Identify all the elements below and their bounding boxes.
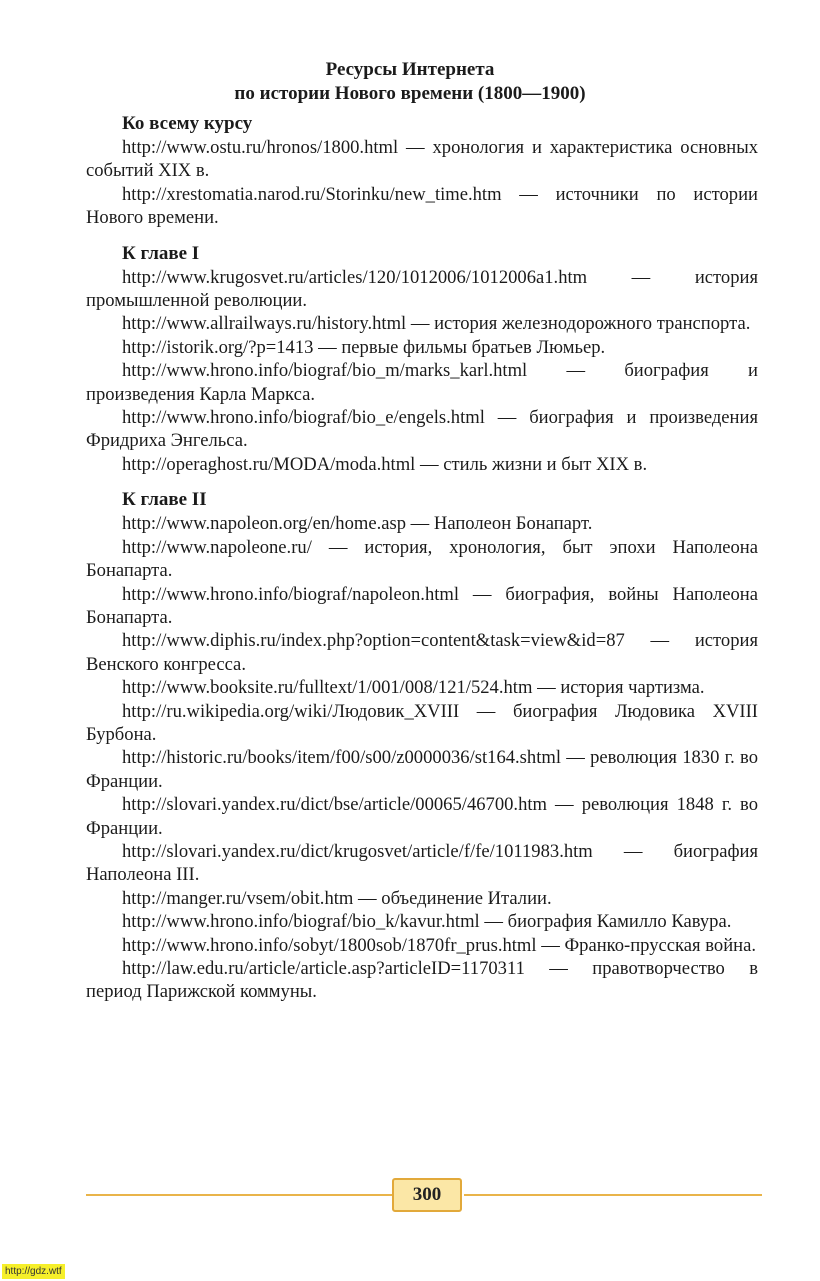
resource-link[interactable]: http://www.hrono.info/sobyt/1800sob/1870fr_prus.html bbox=[122, 934, 537, 956]
resource-link[interactable]: http://ru.wikipedia.org/wiki/Людовик_XVIII bbox=[122, 700, 460, 722]
resource-description: первые фильмы братьев Люмьер. bbox=[341, 336, 606, 358]
dash-separator: — bbox=[547, 794, 582, 816]
resource-link[interactable]: http://www.allrailways.ru/history.html bbox=[122, 313, 407, 335]
dash-separator: — bbox=[406, 513, 434, 535]
page-title-line-1: Ресурсы Интернета bbox=[325, 59, 495, 80]
resource-entry bbox=[86, 453, 758, 476]
resource-description: история, хронология, быт эпохи Наполеона Бонапарта. bbox=[86, 536, 758, 582]
page-title bbox=[0, 58, 820, 106]
watermark: http://gdz.wtf bbox=[2, 1264, 65, 1279]
section-heading: Ко всему курсу bbox=[122, 113, 253, 134]
resource-description: биография и произведения Фридриха Энгельса. bbox=[86, 407, 758, 452]
resource-entry bbox=[86, 746, 758, 793]
resource-link[interactable]: http://www.ostu.ru/hronos/1800.html bbox=[122, 137, 399, 158]
resource-description: Наполеон Бонапарт. bbox=[433, 513, 593, 535]
resource-entry bbox=[86, 336, 758, 359]
dash-separator: — bbox=[624, 630, 695, 652]
resource-entry bbox=[86, 700, 758, 747]
resource-link[interactable]: http://www.hrono.info/biograf/napoleon.html bbox=[122, 583, 460, 605]
resource-description: биография Людовика XVIII Бурбона. bbox=[86, 700, 759, 745]
section-whole-course bbox=[86, 112, 758, 230]
resource-link[interactable]: http://www.krugosvet.ru/articles/120/1012006/1012006a1.htm bbox=[122, 266, 588, 288]
resource-entry bbox=[86, 793, 758, 840]
section-chapter-1 bbox=[86, 242, 758, 477]
dash-separator: — bbox=[536, 934, 565, 956]
resource-description: хронология и характеристика основных событий XIX в. bbox=[86, 137, 758, 182]
resource-link[interactable]: http://www.diphis.ru/index.php?option=content&task=view&id=87 bbox=[122, 630, 625, 652]
section-heading: К главе II bbox=[122, 489, 207, 511]
dash-separator: — bbox=[313, 336, 342, 358]
resource-description: биография, войны Наполеона Бонапарта. bbox=[86, 583, 758, 628]
resource-entry bbox=[86, 266, 758, 313]
resource-description: история Венского конгресса. bbox=[86, 630, 758, 675]
resource-entry bbox=[86, 629, 758, 676]
resource-description: революция 1830 г. во Франции. bbox=[86, 747, 759, 792]
dash-separator: — bbox=[527, 360, 625, 382]
dash-separator: — bbox=[524, 958, 593, 979]
dash-separator: — bbox=[587, 266, 695, 288]
resource-link[interactable]: http://istorik.org/?p=1413 bbox=[122, 336, 314, 358]
resource-description: стиль жизни и быт XIX в. bbox=[443, 453, 648, 475]
resource-description: история чартизма. bbox=[560, 677, 705, 699]
resource-entry bbox=[86, 910, 758, 933]
resource-description: история железнодорожного транспорта. bbox=[434, 313, 751, 335]
resource-entry bbox=[86, 957, 758, 1004]
resource-entry bbox=[86, 676, 758, 699]
dash-separator: — bbox=[406, 313, 435, 335]
resource-link[interactable]: http://www.napoleon.org/en/home.asp bbox=[122, 513, 407, 535]
resource-entry bbox=[86, 406, 758, 453]
dash-separator: — bbox=[532, 677, 561, 699]
dash-separator: — bbox=[459, 583, 506, 605]
dash-separator: — bbox=[479, 911, 508, 933]
resource-description: история промышленной революции. bbox=[86, 266, 758, 312]
resource-link[interactable]: http://historic.ru/books/item/f00/s00/z0000036/st164.shtml bbox=[122, 747, 562, 769]
resource-description: источники по истории Нового времени. bbox=[86, 183, 759, 229]
resource-link[interactable]: http://xrestomatia.narod.ru/Storinku/new_time.htm bbox=[122, 183, 502, 205]
resource-description: Франко-прусская война. bbox=[564, 934, 756, 956]
resource-list bbox=[86, 112, 758, 1016]
resource-link[interactable]: http://manger.ru/vsem/obit.htm bbox=[122, 887, 354, 909]
footer-rule-right bbox=[464, 1194, 762, 1196]
footer-rule-left bbox=[86, 1194, 392, 1196]
resource-entry bbox=[86, 512, 758, 535]
resource-link[interactable]: http://operaghost.ru/MODA/moda.html bbox=[122, 453, 416, 475]
dash-separator: — bbox=[415, 453, 444, 475]
resource-link[interactable]: http://slovari.yandex.ru/dict/bse/article/00065/46700.htm bbox=[122, 794, 547, 816]
resource-entry bbox=[86, 136, 758, 183]
section-heading: К главе I bbox=[122, 242, 200, 264]
resource-entry bbox=[86, 536, 758, 583]
dash-separator: — bbox=[501, 183, 556, 205]
page-number: 300 bbox=[392, 1178, 462, 1212]
resource-description: биография и произведения Карла Маркса. bbox=[86, 360, 758, 405]
page-title-line-2: по истории Нового времени (1800—1900) bbox=[234, 83, 586, 104]
resource-entry bbox=[86, 359, 758, 406]
resource-link[interactable]: http://www.hrono.info/biograf/bio_e/engels.html bbox=[122, 407, 485, 429]
resource-entry bbox=[86, 934, 758, 957]
dash-separator: — bbox=[311, 536, 365, 558]
resource-description: биография Камилло Кавура. bbox=[507, 911, 732, 933]
dash-separator: — bbox=[484, 407, 530, 429]
resource-link[interactable]: http://www.hrono.info/biograf/bio_m/marks_karl.html bbox=[122, 360, 528, 382]
dash-separator: — bbox=[561, 747, 591, 769]
dash-separator: — bbox=[592, 840, 674, 862]
resource-link[interactable]: http://www.hrono.info/biograf/bio_k/kavur.html bbox=[122, 911, 480, 933]
resource-description: объединение Италии. bbox=[381, 887, 552, 909]
resource-entry bbox=[86, 583, 758, 630]
resource-entry bbox=[86, 312, 758, 335]
resource-entry bbox=[86, 840, 758, 887]
dash-separator: — bbox=[353, 887, 382, 909]
resource-entry bbox=[86, 183, 758, 230]
resource-link[interactable]: http://www.napoleone.ru/ bbox=[122, 536, 312, 558]
resource-link[interactable]: http://slovari.yandex.ru/dict/krugosvet/article/f/fe/1011983.htm bbox=[122, 840, 593, 862]
resource-description: биография Наполеона III. bbox=[86, 840, 758, 886]
dash-separator: — bbox=[459, 700, 513, 722]
resource-description: правотворчество в период Парижской коммуны. bbox=[86, 958, 758, 1003]
section-chapter-2 bbox=[86, 488, 758, 1004]
resource-link[interactable]: http://law.edu.ru/article/article.asp?articleID=1170311 bbox=[122, 958, 525, 979]
resource-description: революция 1848 г. во Франции. bbox=[86, 794, 759, 839]
resource-entry bbox=[86, 887, 758, 910]
resource-link[interactable]: http://www.booksite.ru/fulltext/1/001/008/121/524.htm bbox=[122, 677, 533, 699]
dash-separator: — bbox=[398, 137, 433, 158]
